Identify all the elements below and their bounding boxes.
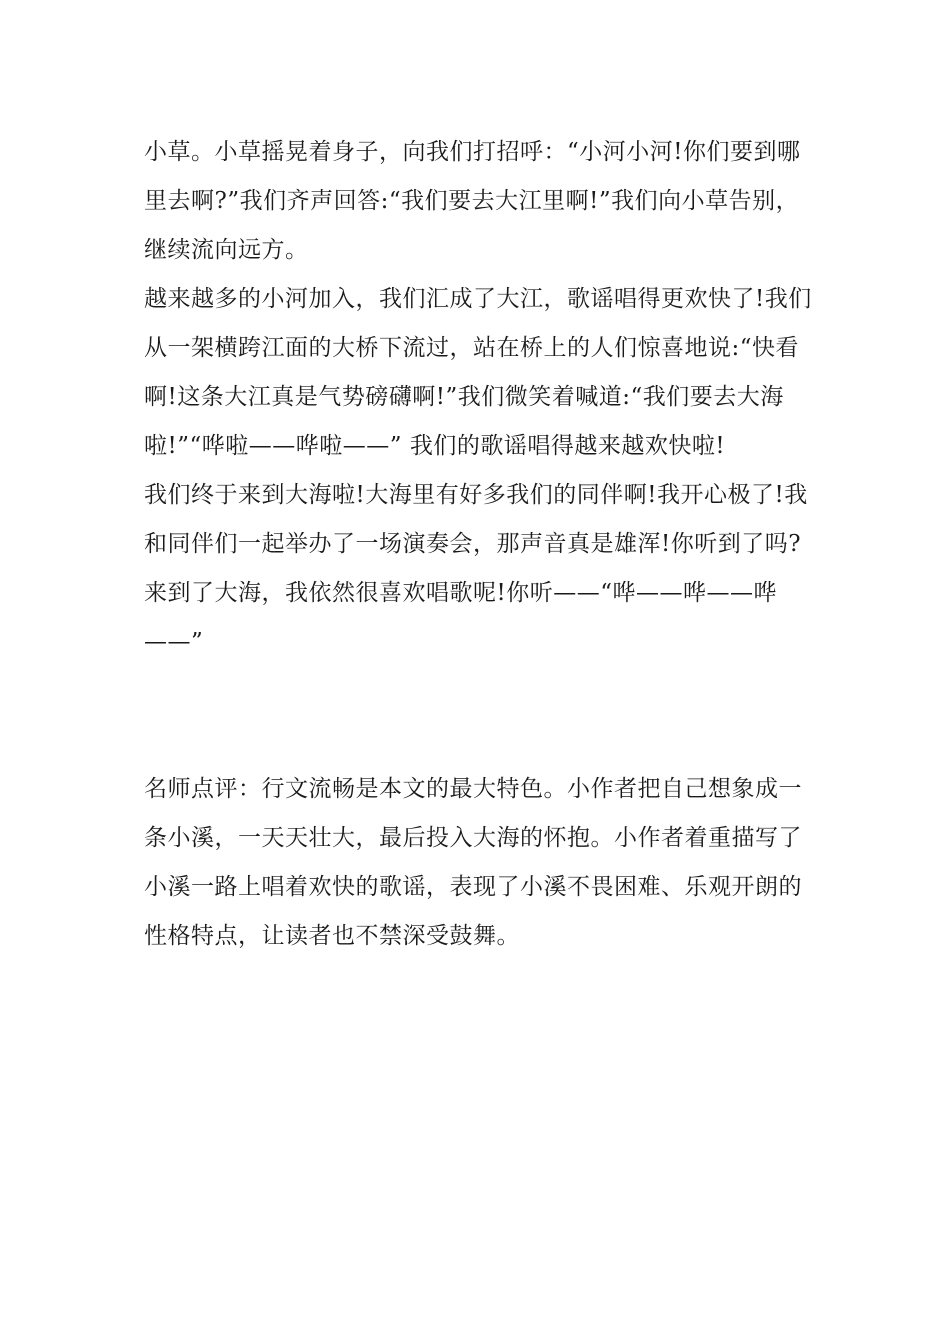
document-body: [144, 128, 812, 961]
paragraph-singing: 来到了大海，我依然很喜欢唱歌呢!你听——“哗——哗——哗——”: [144, 580, 778, 655]
paragraph-gap: [144, 667, 812, 765]
paragraph-river: 越来越多的小河加入，我们汇成了大江，歌谣唱得更欢快了!我们从一架横跨江面的大桥下流过，站在桥上的人们惊喜地说:“快看啊!这条大江真是气势磅礴啊!”我们微笑着喊道:“我们要去大海啦!”“哗啦——哗啦——” 我们的歌谣唱得越来越欢快啦!: [144, 286, 812, 459]
teacher-comment: 名师点评：行文流畅是本文的最大特色。小作者把自己想象成一条小溪，一天天壮大，最后投入大海的怀抱。小作者着重描写了小溪一路上唱着欢快的歌谣，表现了小溪不畏困难、乐观开朗的性格特点，让读者也不禁深受鼓舞。: [144, 776, 802, 949]
paragraph-sea: 我们终于来到大海啦!大海里有好多我们的同伴啊!我开心极了!我和同伴们一起举办了一场演奏会，那声音真是雄浑!你听到了吗?: [144, 482, 808, 557]
paragraph-grass: 小草。小草摇晃着身子，向我们打招呼：“小河小河!你们要到哪里去啊?”我们齐声回答:“我们要去大江里啊!”我们向小草告别，继续流向远方。: [144, 139, 801, 263]
